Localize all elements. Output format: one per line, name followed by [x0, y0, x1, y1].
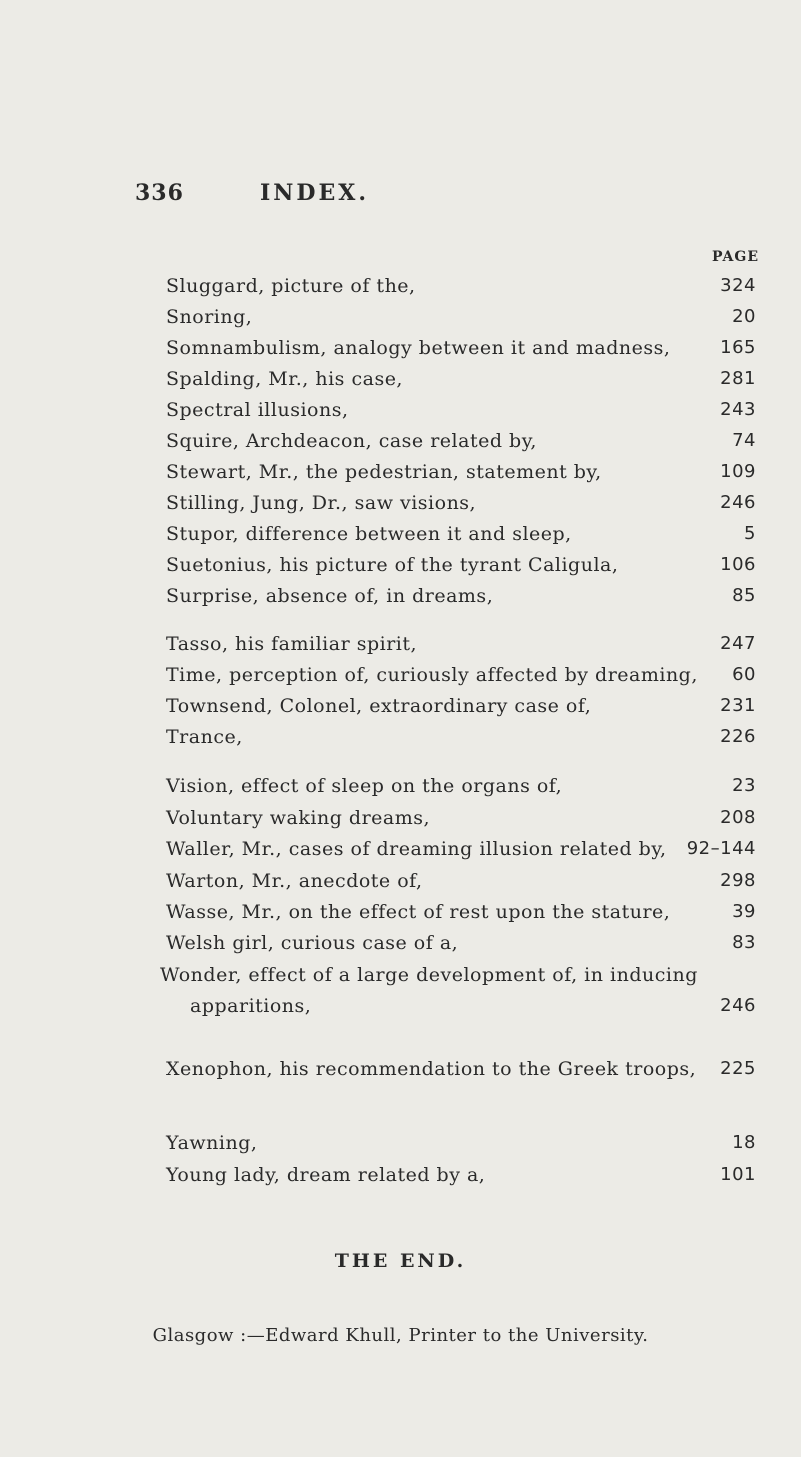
index-entry: [0, 721, 801, 753]
index-entry: [0, 927, 801, 959]
the-end-heading: THE END.: [334, 1250, 467, 1272]
index-entry: [0, 865, 801, 897]
entry-text: Stupor, difference between it and sleep,: [166, 523, 572, 545]
entry-page: 18: [732, 1132, 756, 1153]
index-entry: [0, 770, 801, 802]
entry-page: 324: [720, 275, 756, 296]
printer-imprint: Glasgow :—Edward Khull, Printer to the University.: [152, 1325, 649, 1346]
entry-text: Sluggard, picture of the,: [166, 275, 416, 297]
entry-text: Voluntary waking dreams,: [166, 807, 431, 829]
index-entry: [0, 690, 801, 722]
index-entry: [0, 301, 801, 333]
entry-text: Snoring,: [166, 306, 253, 328]
entry-text: Surprise, absence of, in dreams,: [166, 585, 494, 607]
entry-page: 20: [732, 306, 756, 327]
entry-text: Young lady, dream related by a,: [166, 1164, 486, 1186]
entry-page: 246: [720, 995, 756, 1016]
entry-page: 208: [720, 807, 756, 828]
entry-text: apparitions,: [190, 995, 312, 1017]
index-entry: [0, 425, 801, 457]
index-entry: [0, 363, 801, 395]
entry-page: 23: [732, 775, 756, 796]
index-entry: [0, 659, 801, 691]
entry-text: Trance,: [166, 726, 243, 748]
index-entry: [0, 580, 801, 612]
index-entry: [0, 1053, 801, 1085]
page-title: INDEX.: [260, 180, 369, 206]
entry-page: 5: [744, 523, 756, 544]
index-entry: [0, 628, 801, 660]
index-entry: [0, 549, 801, 581]
entry-text: Vision, effect of sleep on the organs of,: [166, 775, 563, 797]
index-entry: [0, 1159, 801, 1191]
index-entry: [0, 959, 801, 991]
page-column-label: PAGE: [712, 249, 759, 265]
page-number: 336: [135, 180, 184, 206]
entry-page: 246: [720, 492, 756, 513]
entry-text: Xenophon, his recommendation to the Greek troops,: [166, 1058, 697, 1080]
entry-page: 106: [720, 554, 756, 575]
index-entry: [0, 332, 801, 364]
entry-page: 247: [720, 633, 756, 654]
index-entry: [0, 802, 801, 834]
entry-text: Welsh girl, curious case of a,: [166, 932, 459, 954]
index-entry-continuation: [0, 990, 801, 1022]
index-entry: [0, 518, 801, 550]
entry-page: 226: [720, 726, 756, 747]
entry-text: Stewart, Mr., the pedestrian, statement by,: [166, 461, 602, 483]
index-entry: [0, 896, 801, 928]
entry-text: Yawning,: [166, 1132, 258, 1154]
entry-page: 83: [732, 932, 756, 953]
entry-page: 109: [720, 461, 756, 482]
entry-page: 74: [732, 430, 756, 451]
entry-text: Wonder, effect of a large development of, in inducing: [160, 964, 698, 986]
entry-text: Waller, Mr., cases of dreaming illusion related by,: [166, 838, 667, 860]
entry-text: Spectral illusions,: [166, 399, 349, 421]
entry-page: 225: [720, 1058, 756, 1079]
running-header: [135, 180, 735, 220]
entry-page: 60: [732, 664, 756, 685]
entry-page: 92–144: [686, 838, 756, 859]
entry-text: Somnambulism, analogy between it and madness,: [166, 337, 671, 359]
entry-text: Time, perception of, curiously affected by dreaming,: [166, 664, 698, 686]
entry-text: Townsend, Colonel, extraordinary case of,: [166, 695, 592, 717]
index-entry: [0, 833, 801, 865]
entry-page: 231: [720, 695, 756, 716]
index-entry: [0, 1127, 801, 1159]
index-entry: [0, 487, 801, 519]
entry-text: Wasse, Mr., on the effect of rest upon the stature,: [166, 901, 671, 923]
entry-text: Suetonius, his picture of the tyrant Caligula,: [166, 554, 619, 576]
entry-page: 39: [732, 901, 756, 922]
entry-page: 281: [720, 368, 756, 389]
entry-page: 165: [720, 337, 756, 358]
entry-text: Tasso, his familiar spirit,: [166, 633, 418, 655]
entry-text: Spalding, Mr., his case,: [166, 368, 403, 390]
entry-text: Warton, Mr., anecdote of,: [166, 870, 423, 892]
entry-page: 243: [720, 399, 756, 420]
entry-page: 85: [732, 585, 756, 606]
index-entry: [0, 394, 801, 426]
index-entry: [0, 456, 801, 488]
entry-text: Squire, Archdeacon, case related by,: [166, 430, 537, 452]
entry-page: 298: [720, 870, 756, 891]
index-entry: [0, 270, 801, 302]
entry-text: Stilling, Jung, Dr., saw visions,: [166, 492, 477, 514]
entry-page: 101: [720, 1164, 756, 1185]
